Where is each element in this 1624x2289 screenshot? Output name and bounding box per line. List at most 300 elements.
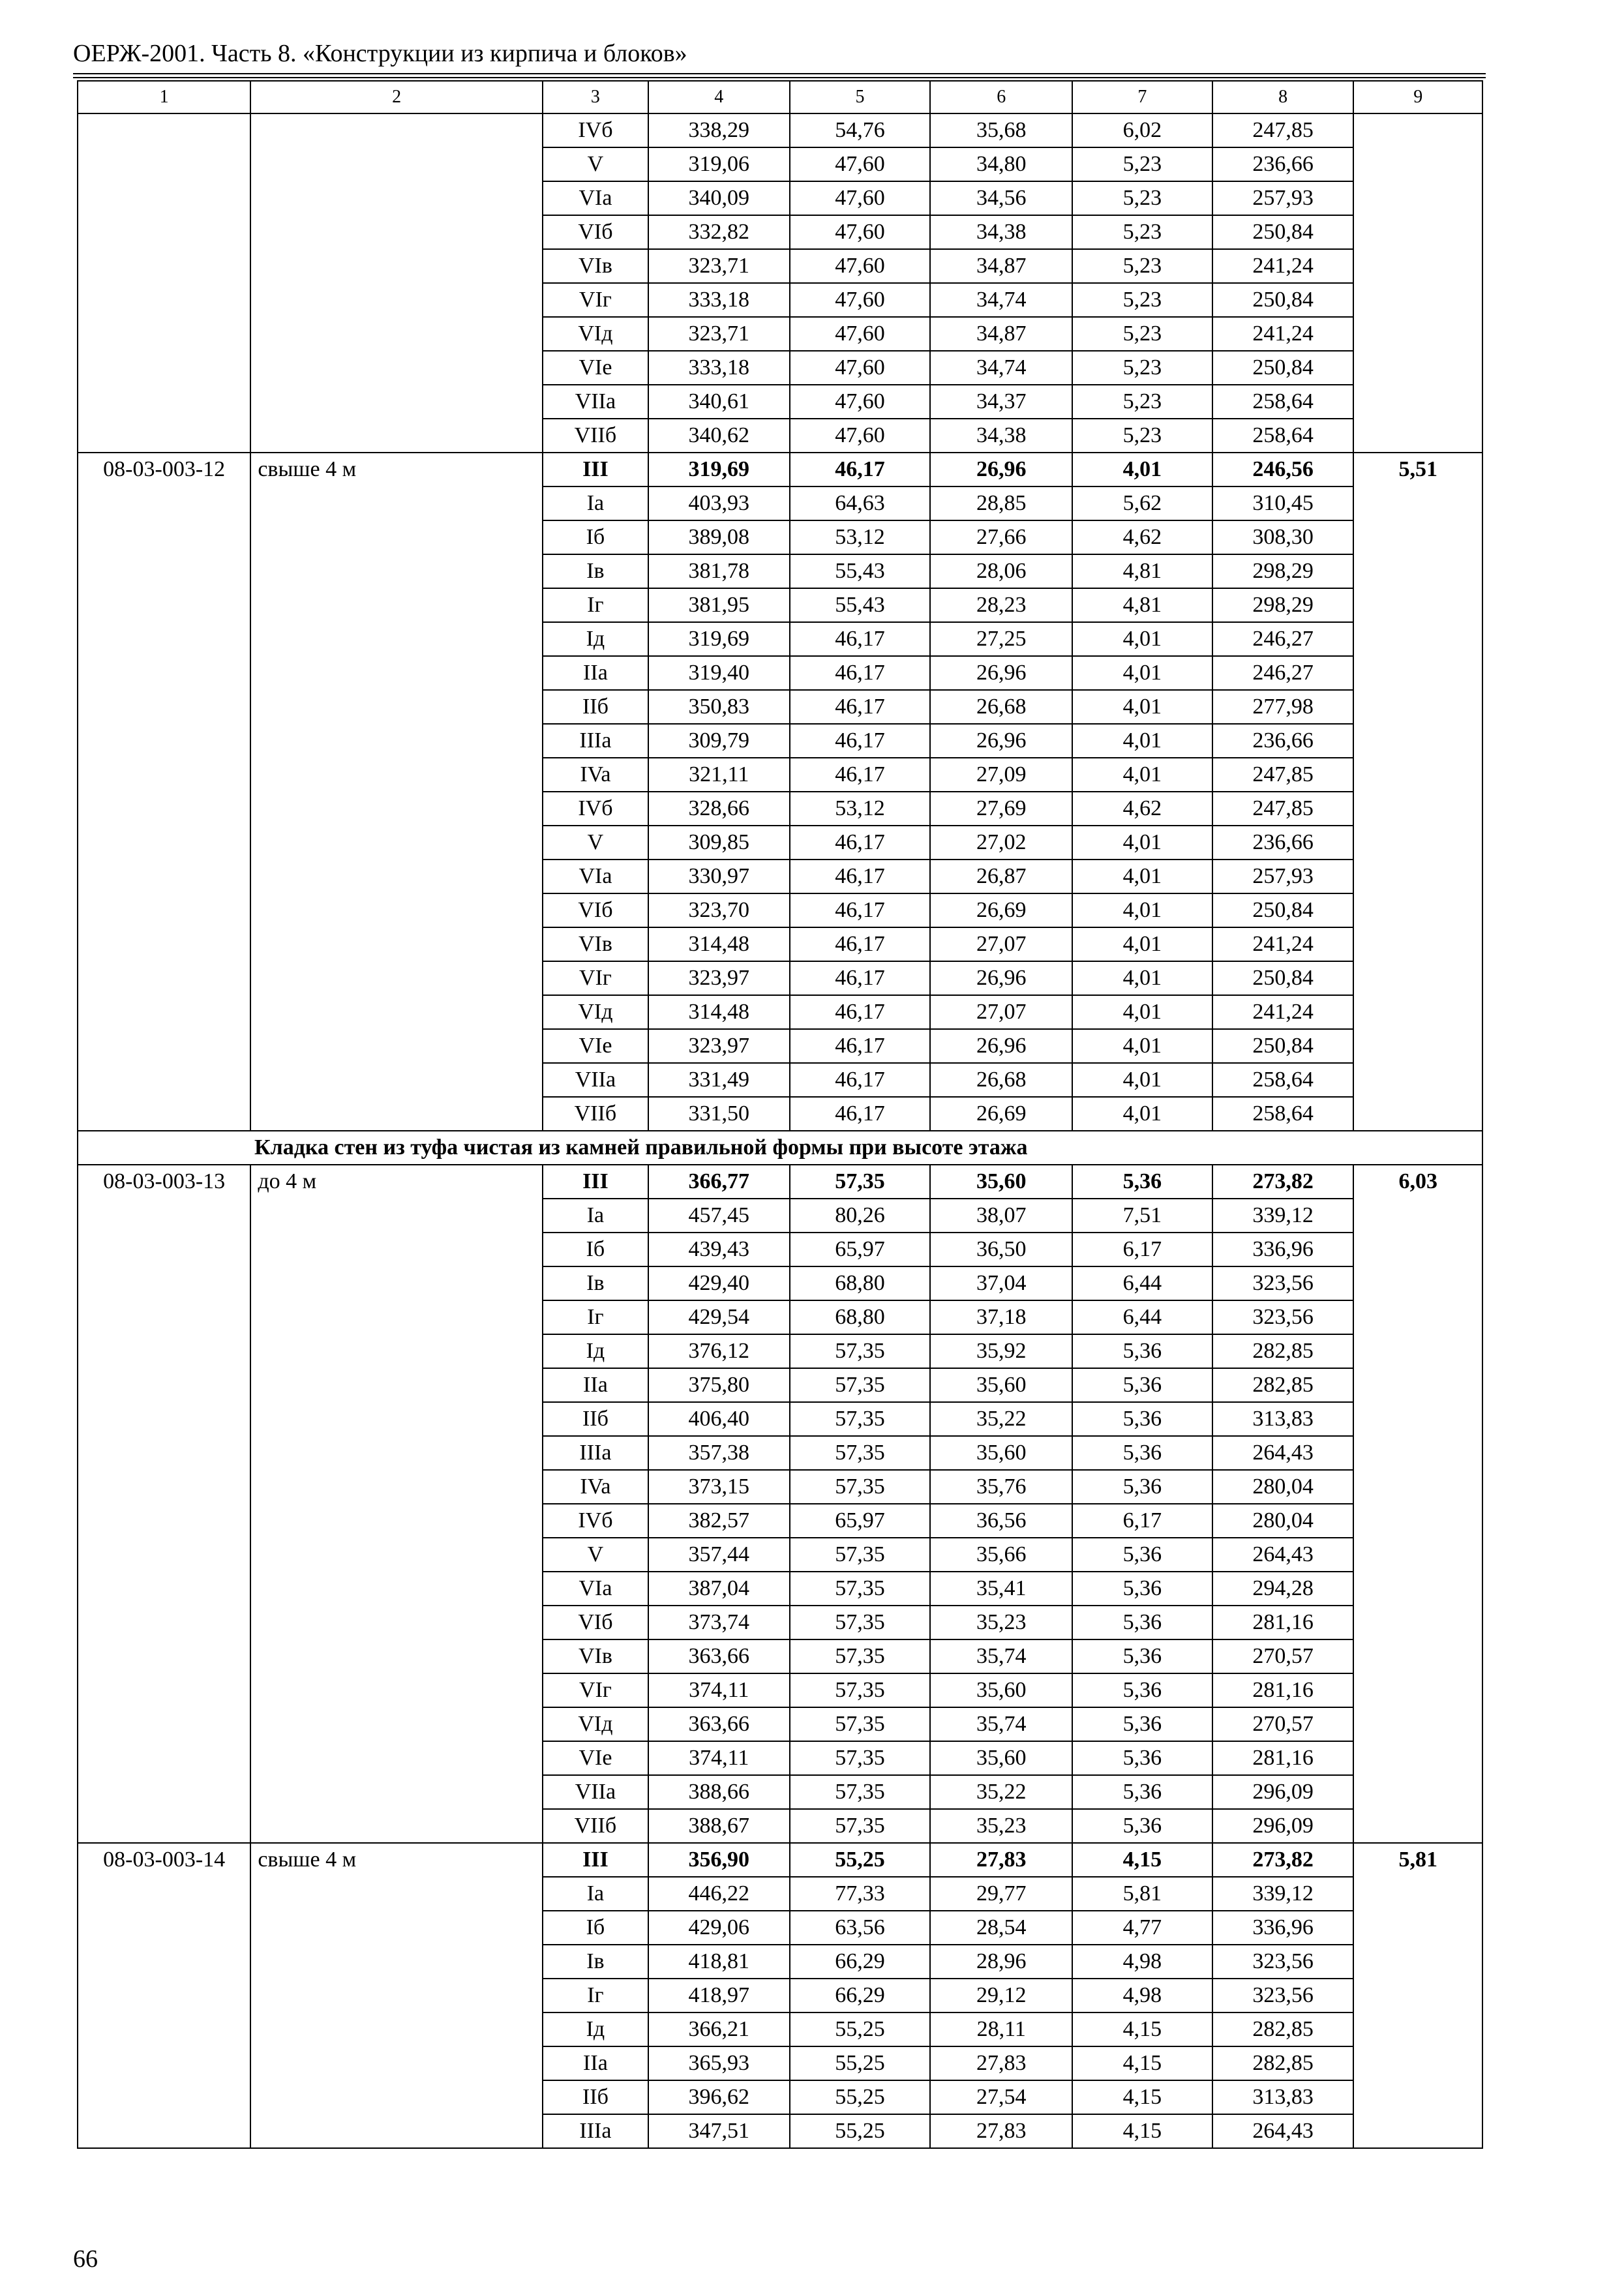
value-cell: 257,93 (1212, 860, 1354, 893)
value-cell: 63,56 (790, 1911, 931, 1945)
value-cell: 57,35 (790, 1606, 931, 1639)
value-cell: 57,35 (790, 1639, 931, 1673)
table-row (78, 1165, 1482, 1199)
value-cell: 4,81 (1072, 588, 1212, 622)
value-cell: 27,83 (930, 2046, 1072, 2080)
value-cell: 376,12 (648, 1334, 790, 1368)
value-cell: 27,07 (930, 927, 1072, 961)
value-cell: 4,01 (1072, 656, 1212, 690)
value-cell: 28,23 (930, 588, 1072, 622)
value-cell: 55,25 (790, 2080, 931, 2114)
value-cell: 55,25 (790, 2012, 931, 2046)
value-cell: 55,25 (790, 1843, 931, 1877)
value-cell: 241,24 (1212, 995, 1354, 1029)
value-cell: 57,35 (790, 1538, 931, 1572)
value-cell: 6,17 (1072, 1504, 1212, 1538)
column-number-cell: 1 (78, 81, 250, 113)
value-cell: 323,97 (648, 961, 790, 995)
value-cell: 27,09 (930, 758, 1072, 792)
value-cell: 5,81 (1072, 1877, 1212, 1911)
value-cell: 57,35 (790, 1368, 931, 1402)
value-cell: 277,98 (1212, 690, 1354, 724)
value-cell: 282,85 (1212, 1334, 1354, 1368)
value-cell: 310,45 (1212, 486, 1354, 520)
column-number-cell: 5 (790, 81, 931, 113)
value-cell: 321,11 (648, 758, 790, 792)
region-zone-cell: Iб (543, 1233, 648, 1266)
value-cell: 35,74 (930, 1639, 1072, 1673)
column-number-cell: 8 (1212, 81, 1354, 113)
value-cell: 4,98 (1072, 1979, 1212, 2012)
value-cell: 35,92 (930, 1334, 1072, 1368)
value-cell: 26,96 (930, 724, 1072, 758)
region-zone-cell: IIIa (543, 2114, 648, 2148)
value-cell: 28,85 (930, 486, 1072, 520)
value-cell: 57,35 (790, 1572, 931, 1606)
value-cell: 4,01 (1072, 758, 1212, 792)
value-cell: 439,43 (648, 1233, 790, 1266)
value-cell: 35,66 (930, 1538, 1072, 1572)
value-cell: 241,24 (1212, 317, 1354, 351)
region-zone-cell: Iг (543, 588, 648, 622)
region-zone-cell: VIa (543, 181, 648, 215)
value-cell: 57,35 (790, 1707, 931, 1741)
value-cell: 47,60 (790, 181, 931, 215)
column-number-cell: 6 (930, 81, 1072, 113)
value-cell: 36,56 (930, 1504, 1072, 1538)
value-cell: 314,48 (648, 927, 790, 961)
value-cell: 4,01 (1072, 961, 1212, 995)
value-cell: 294,28 (1212, 1572, 1354, 1606)
value-cell: 35,23 (930, 1606, 1072, 1639)
region-zone-cell: VIIб (543, 1097, 648, 1131)
value-cell: 241,24 (1212, 249, 1354, 283)
value-cell: 338,29 (648, 113, 790, 147)
region-zone-cell: VIa (543, 1572, 648, 1606)
header-rule (73, 77, 1486, 78)
region-zone-cell: IIб (543, 1402, 648, 1436)
value-cell: 332,82 (648, 215, 790, 249)
value-cell: 250,84 (1212, 283, 1354, 317)
value-cell: 387,04 (648, 1572, 790, 1606)
region-zone-cell: VIIa (543, 1063, 648, 1097)
value-cell: 340,62 (648, 419, 790, 453)
value-cell: 357,44 (648, 1538, 790, 1572)
rate-code (78, 113, 250, 453)
value-cell: 5,36 (1072, 1606, 1212, 1639)
value-cell: 47,60 (790, 249, 931, 283)
value-cell: 54,76 (790, 113, 931, 147)
region-zone-cell: Iв (543, 1945, 648, 1979)
value-cell: 4,01 (1072, 893, 1212, 927)
value-cell: 340,09 (648, 181, 790, 215)
value-cell: 4,15 (1072, 2114, 1212, 2148)
value-cell: 27,69 (930, 792, 1072, 826)
region-zone-cell: IVб (543, 792, 648, 826)
value-cell: 6,02 (1072, 113, 1212, 147)
value-cell: 241,24 (1212, 927, 1354, 961)
value-cell: 55,43 (790, 554, 931, 588)
value-cell: 57,35 (790, 1470, 931, 1504)
value-cell: 46,17 (790, 453, 931, 486)
value-cell: 366,21 (648, 2012, 790, 2046)
value-cell: 4,01 (1072, 995, 1212, 1029)
value-cell: 57,35 (790, 1741, 931, 1775)
index-value: 5,81 (1353, 1843, 1482, 2148)
region-zone-cell: V (543, 1538, 648, 1572)
value-cell: 34,37 (930, 385, 1072, 419)
value-cell: 4,01 (1072, 1029, 1212, 1063)
value-cell: 57,35 (790, 1436, 931, 1470)
value-cell: 65,97 (790, 1504, 931, 1538)
region-zone-cell: VIe (543, 351, 648, 385)
value-cell: 250,84 (1212, 1029, 1354, 1063)
value-cell: 258,64 (1212, 419, 1354, 453)
value-cell: 356,90 (648, 1843, 790, 1877)
value-cell: 5,36 (1072, 1707, 1212, 1741)
value-cell: 340,61 (648, 385, 790, 419)
value-cell: 375,80 (648, 1368, 790, 1402)
region-zone-cell: IIa (543, 1368, 648, 1402)
value-cell: 336,96 (1212, 1233, 1354, 1266)
value-cell: 26,96 (930, 1029, 1072, 1063)
value-cell: 273,82 (1212, 1843, 1354, 1877)
value-cell: 47,60 (790, 351, 931, 385)
value-cell: 28,06 (930, 554, 1072, 588)
value-cell: 4,81 (1072, 554, 1212, 588)
value-cell: 323,56 (1212, 1979, 1354, 2012)
region-zone-cell: IVa (543, 1470, 648, 1504)
value-cell: 34,74 (930, 283, 1072, 317)
value-cell: 34,74 (930, 351, 1072, 385)
value-cell: 5,36 (1072, 1334, 1212, 1368)
value-cell: 57,35 (790, 1402, 931, 1436)
value-cell: 4,01 (1072, 826, 1212, 860)
value-cell: 381,95 (648, 588, 790, 622)
column-number-cell: 7 (1072, 81, 1212, 113)
value-cell: 6,17 (1072, 1233, 1212, 1266)
value-cell: 4,15 (1072, 2046, 1212, 2080)
value-cell: 5,23 (1072, 351, 1212, 385)
value-cell: 4,01 (1072, 1063, 1212, 1097)
value-cell: 4,01 (1072, 860, 1212, 893)
value-cell: 309,79 (648, 724, 790, 758)
value-cell: 46,17 (790, 961, 931, 995)
value-cell: 34,38 (930, 215, 1072, 249)
value-cell: 29,77 (930, 1877, 1072, 1911)
value-cell: 319,69 (648, 453, 790, 486)
value-cell: 28,11 (930, 2012, 1072, 2046)
value-cell: 280,04 (1212, 1504, 1354, 1538)
value-cell: 350,83 (648, 690, 790, 724)
value-cell: 5,36 (1072, 1673, 1212, 1707)
region-zone-cell: V (543, 147, 648, 181)
table-row (78, 453, 1482, 486)
page-header-title: ОЕРЖ-2001. Часть 8. «Конструкции из кирпича и блоков» (73, 40, 687, 67)
value-cell: 328,66 (648, 792, 790, 826)
value-cell: 34,56 (930, 181, 1072, 215)
value-cell: 5,23 (1072, 283, 1212, 317)
value-cell: 246,27 (1212, 656, 1354, 690)
value-cell: 308,30 (1212, 520, 1354, 554)
value-cell: 28,96 (930, 1945, 1072, 1979)
value-cell: 28,54 (930, 1911, 1072, 1945)
value-cell: 298,29 (1212, 588, 1354, 622)
value-cell: 4,01 (1072, 690, 1212, 724)
value-cell: 333,18 (648, 283, 790, 317)
value-cell: 282,85 (1212, 2046, 1354, 2080)
value-cell: 4,01 (1072, 724, 1212, 758)
value-cell: 296,09 (1212, 1809, 1354, 1843)
value-cell: 53,12 (790, 792, 931, 826)
value-cell: 5,23 (1072, 385, 1212, 419)
value-cell: 5,23 (1072, 215, 1212, 249)
region-zone-cell: III (543, 1165, 648, 1199)
region-zone-cell: Iг (543, 1300, 648, 1334)
value-cell: 5,23 (1072, 317, 1212, 351)
value-cell: 374,11 (648, 1673, 790, 1707)
value-cell: 323,56 (1212, 1945, 1354, 1979)
index-value: 5,51 (1353, 453, 1482, 1131)
value-cell: 35,60 (930, 1368, 1072, 1402)
value-cell: 396,62 (648, 2080, 790, 2114)
value-cell: 26,68 (930, 1063, 1072, 1097)
value-cell: 5,36 (1072, 1470, 1212, 1504)
value-cell: 236,66 (1212, 826, 1354, 860)
value-cell: 27,07 (930, 995, 1072, 1029)
value-cell: 374,11 (648, 1741, 790, 1775)
column-number-cell: 2 (250, 81, 543, 113)
value-cell: 27,83 (930, 2114, 1072, 2148)
value-cell: 6,44 (1072, 1300, 1212, 1334)
value-cell: 5,36 (1072, 1402, 1212, 1436)
column-number-cell: 4 (648, 81, 790, 113)
value-cell: 273,82 (1212, 1165, 1354, 1199)
value-cell: 246,27 (1212, 622, 1354, 656)
value-cell: 257,93 (1212, 181, 1354, 215)
value-cell: 35,22 (930, 1402, 1072, 1436)
work-description: свыше 4 м (250, 1843, 543, 2148)
region-zone-cell: VIe (543, 1741, 648, 1775)
value-cell: 347,51 (648, 2114, 790, 2148)
value-cell: 5,23 (1072, 249, 1212, 283)
rate-code: 08-03-003-12 (78, 453, 250, 1131)
value-cell: 47,60 (790, 215, 931, 249)
value-cell: 281,16 (1212, 1673, 1354, 1707)
region-zone-cell: V (543, 826, 648, 860)
value-cell: 57,35 (790, 1775, 931, 1809)
rate-code: 08-03-003-14 (78, 1843, 250, 2148)
value-cell: 270,57 (1212, 1707, 1354, 1741)
value-cell: 77,33 (790, 1877, 931, 1911)
value-cell: 46,17 (790, 690, 931, 724)
value-cell: 339,12 (1212, 1199, 1354, 1233)
value-cell: 363,66 (648, 1639, 790, 1673)
value-cell: 46,17 (790, 1063, 931, 1097)
value-cell: 5,36 (1072, 1436, 1212, 1470)
value-cell: 46,17 (790, 893, 931, 927)
region-zone-cell: VIIa (543, 385, 648, 419)
value-cell: 357,38 (648, 1436, 790, 1470)
value-cell: 26,87 (930, 860, 1072, 893)
value-cell: 281,16 (1212, 1606, 1354, 1639)
value-cell: 281,16 (1212, 1741, 1354, 1775)
value-cell: 270,57 (1212, 1639, 1354, 1673)
value-cell: 35,22 (930, 1775, 1072, 1809)
value-cell: 389,08 (648, 520, 790, 554)
value-cell: 381,78 (648, 554, 790, 588)
region-zone-cell: VIв (543, 249, 648, 283)
value-cell: 264,43 (1212, 2114, 1354, 2148)
value-cell: 298,29 (1212, 554, 1354, 588)
region-zone-cell: Ia (543, 1877, 648, 1911)
column-number-row (78, 81, 1482, 113)
region-zone-cell: Iг (543, 1979, 648, 2012)
value-cell: 6,44 (1072, 1266, 1212, 1300)
value-cell: 5,23 (1072, 147, 1212, 181)
value-cell: 57,35 (790, 1334, 931, 1368)
value-cell: 336,96 (1212, 1911, 1354, 1945)
region-zone-cell: IIIa (543, 724, 648, 758)
value-cell: 47,60 (790, 385, 931, 419)
work-description: свыше 4 м (250, 453, 543, 1131)
value-cell: 35,68 (930, 113, 1072, 147)
value-cell: 46,17 (790, 656, 931, 690)
value-cell: 258,64 (1212, 1063, 1354, 1097)
value-cell: 250,84 (1212, 961, 1354, 995)
region-zone-cell: VIб (543, 893, 648, 927)
value-cell: 35,76 (930, 1470, 1072, 1504)
value-cell: 4,01 (1072, 1097, 1212, 1131)
value-cell: 366,77 (648, 1165, 790, 1199)
value-cell: 4,15 (1072, 2012, 1212, 2046)
value-cell: 331,49 (648, 1063, 790, 1097)
value-cell: 46,17 (790, 758, 931, 792)
value-cell: 236,66 (1212, 147, 1354, 181)
region-zone-cell: VIIб (543, 1809, 648, 1843)
value-cell: 264,43 (1212, 1436, 1354, 1470)
value-cell: 250,84 (1212, 351, 1354, 385)
region-zone-cell: Iв (543, 554, 648, 588)
value-cell: 4,62 (1072, 520, 1212, 554)
value-cell: 313,83 (1212, 2080, 1354, 2114)
region-zone-cell: VIд (543, 995, 648, 1029)
value-cell: 250,84 (1212, 215, 1354, 249)
region-zone-cell: VIг (543, 961, 648, 995)
value-cell: 26,96 (930, 453, 1072, 486)
value-cell: 34,80 (930, 147, 1072, 181)
value-cell: 46,17 (790, 724, 931, 758)
value-cell: 365,93 (648, 2046, 790, 2080)
value-cell: 35,60 (930, 1741, 1072, 1775)
value-cell: 66,29 (790, 1945, 931, 1979)
value-cell: 5,36 (1072, 1775, 1212, 1809)
value-cell: 280,04 (1212, 1470, 1354, 1504)
value-cell: 46,17 (790, 826, 931, 860)
value-cell: 46,17 (790, 622, 931, 656)
region-zone-cell: IIб (543, 2080, 648, 2114)
value-cell: 27,25 (930, 622, 1072, 656)
column-number-cell: 9 (1353, 81, 1482, 113)
region-zone-cell: VIe (543, 1029, 648, 1063)
value-cell: 36,50 (930, 1233, 1072, 1266)
value-cell: 429,06 (648, 1911, 790, 1945)
index-value: 6,03 (1353, 1165, 1482, 1843)
value-cell: 429,54 (648, 1300, 790, 1334)
value-cell: 27,54 (930, 2080, 1072, 2114)
value-cell: 68,80 (790, 1266, 931, 1300)
value-cell: 264,43 (1212, 1538, 1354, 1572)
value-cell: 34,87 (930, 317, 1072, 351)
region-zone-cell: Iв (543, 1266, 648, 1300)
value-cell: 57,35 (790, 1165, 931, 1199)
work-description: до 4 м (250, 1165, 543, 1843)
value-cell: 5,36 (1072, 1572, 1212, 1606)
value-cell: 446,22 (648, 1877, 790, 1911)
value-cell: 5,36 (1072, 1538, 1212, 1572)
value-cell: 236,66 (1212, 724, 1354, 758)
value-cell: 296,09 (1212, 1775, 1354, 1809)
value-cell: 247,85 (1212, 792, 1354, 826)
value-cell: 35,60 (930, 1165, 1072, 1199)
value-cell: 37,04 (930, 1266, 1072, 1300)
value-cell: 330,97 (648, 860, 790, 893)
value-cell: 382,57 (648, 1504, 790, 1538)
value-cell: 35,74 (930, 1707, 1072, 1741)
value-cell: 247,85 (1212, 758, 1354, 792)
region-zone-cell: VIд (543, 1707, 648, 1741)
value-cell: 46,17 (790, 1029, 931, 1063)
region-zone-cell: Ia (543, 486, 648, 520)
value-cell: 5,23 (1072, 181, 1212, 215)
region-zone-cell: III (543, 1843, 648, 1877)
region-zone-cell: Iб (543, 520, 648, 554)
section-header-row (78, 1131, 1482, 1165)
value-cell: 388,66 (648, 1775, 790, 1809)
value-cell: 331,50 (648, 1097, 790, 1131)
region-zone-cell: Ia (543, 1199, 648, 1233)
region-zone-cell: VIб (543, 1606, 648, 1639)
region-zone-cell: VIб (543, 215, 648, 249)
region-zone-cell: IVa (543, 758, 648, 792)
region-zone-cell: Iд (543, 622, 648, 656)
value-cell: 46,17 (790, 860, 931, 893)
value-cell: 418,81 (648, 1945, 790, 1979)
value-cell: 46,17 (790, 1097, 931, 1131)
region-zone-cell: VIг (543, 283, 648, 317)
value-cell: 406,40 (648, 1402, 790, 1436)
region-zone-cell: VIIa (543, 1775, 648, 1809)
value-cell: 333,18 (648, 351, 790, 385)
value-cell: 323,56 (1212, 1300, 1354, 1334)
value-cell: 4,15 (1072, 2080, 1212, 2114)
value-cell: 4,15 (1072, 1843, 1212, 1877)
value-cell: 5,36 (1072, 1741, 1212, 1775)
rate-code: 08-03-003-13 (78, 1165, 250, 1843)
region-zone-cell: III (543, 453, 648, 486)
value-cell: 339,12 (1212, 1877, 1354, 1911)
value-cell: 319,06 (648, 147, 790, 181)
region-zone-cell: IIб (543, 690, 648, 724)
region-zone-cell: Iд (543, 1334, 648, 1368)
value-cell: 282,85 (1212, 2012, 1354, 2046)
header-rule (73, 73, 1486, 74)
value-cell: 4,01 (1072, 927, 1212, 961)
value-cell: 282,85 (1212, 1368, 1354, 1402)
value-cell: 35,23 (930, 1809, 1072, 1843)
value-cell: 323,97 (648, 1029, 790, 1063)
value-cell: 64,63 (790, 486, 931, 520)
